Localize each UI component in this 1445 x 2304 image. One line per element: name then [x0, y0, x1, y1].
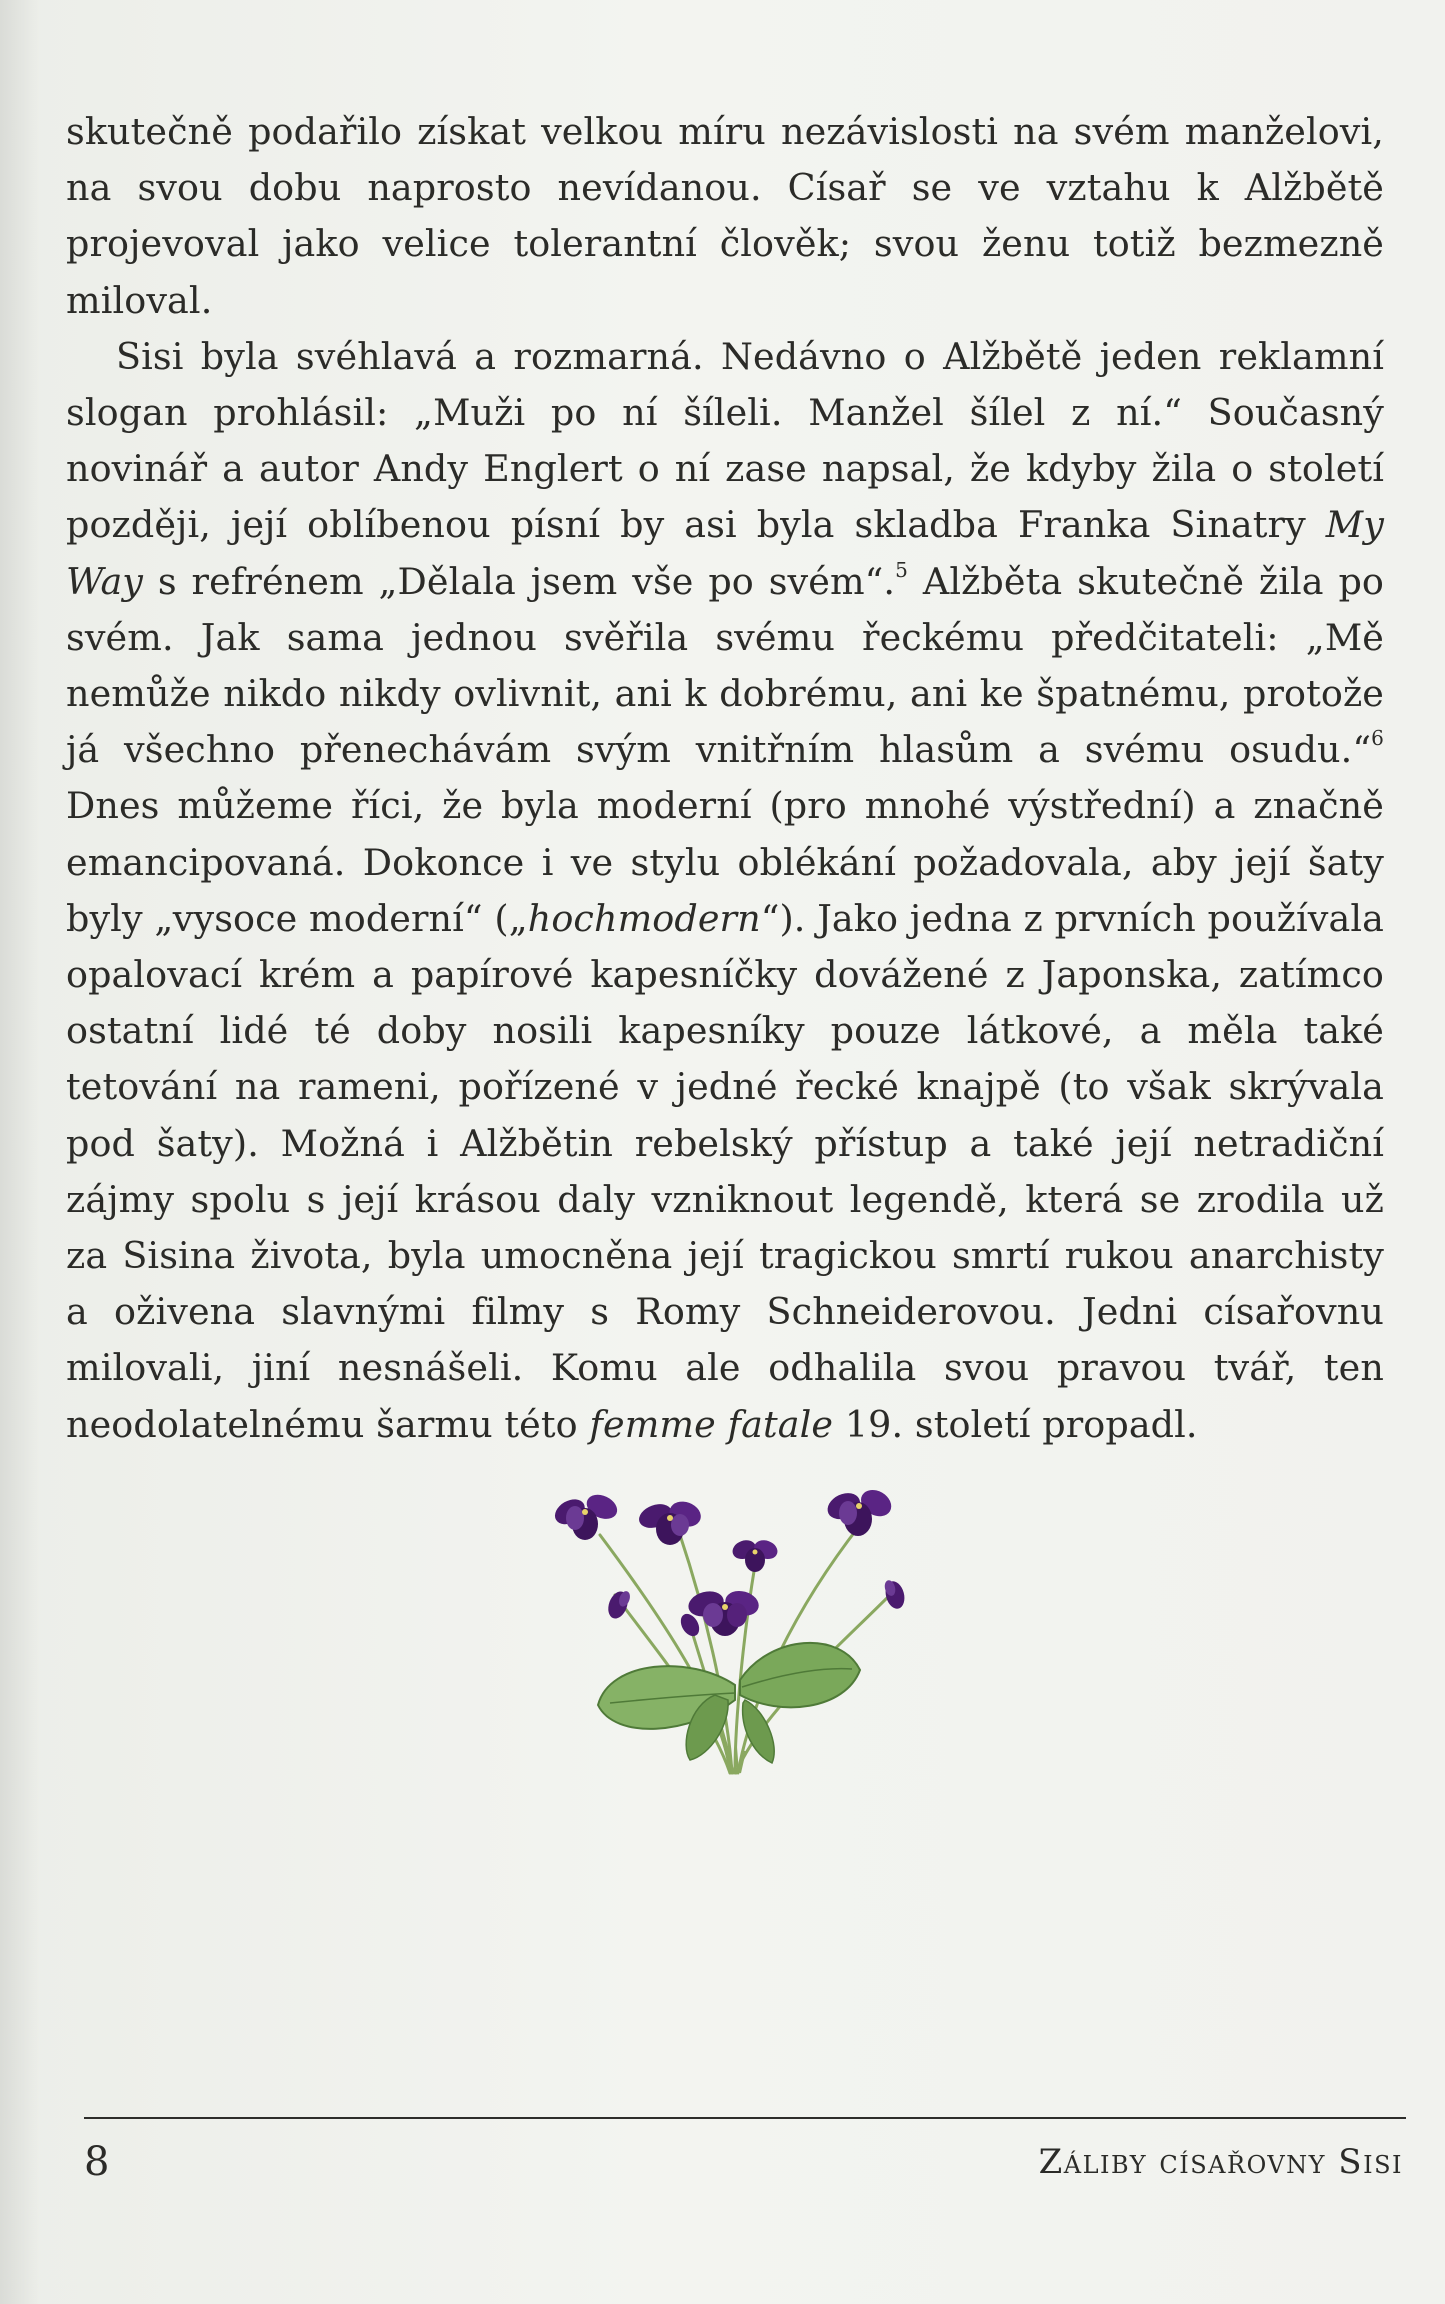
violet-flower: [823, 1485, 896, 1536]
paragraph-2: [66, 329, 1384, 1453]
page-number: 8: [84, 2139, 110, 2185]
running-head: Záliby císařovny Sisi: [1038, 2142, 1403, 2182]
violet-flower: [551, 1490, 622, 1540]
footnote-ref-6: 6: [1371, 726, 1384, 751]
paragraph-1: skutečně podařilo získat velkou míru nezávislosti na svém manželovi, na svou dobu naprosto nevídanou. Císař se ve vztahu k Alžbětě projevoval jako velice tolerantní člověk; svou ženu totiž bezmezně miloval.: [66, 110, 1384, 322]
song-title: My Way: [66, 503, 1384, 603]
german-term: hochmodern: [527, 896, 761, 940]
violet-bud: [605, 1589, 632, 1621]
paragraph-2-text-d: Dnes můžeme říci, že byla moderní (pro mnohé výstřední) a značně emancipovaná. Dokonce i ve stylu oblékání požadovala, aby její šaty byly „vysoce moderní“ („: [66, 784, 1384, 940]
violet-flower: [636, 1497, 705, 1545]
footnote-ref-5: 5: [895, 557, 909, 582]
page-gutter-shadow: [0, 0, 40, 2304]
body-text: [66, 104, 1384, 1453]
paragraph-2-text-e: “). Jako jedna z prvních používala opalovací krém a papírové kapesníčky dovážené z Japonska, zatímco ostatní lidé té doby nosili kapesníky pouze látkové, a měla také tetování na rameni, pořízené v jedné řecké knajpě (to však skrývala pod šaty). Možná i Alžbětin rebelský přístup a také její netradiční zájmy spolu s její krásou daly vzniknout legendě, která se zrodila už za Sisina života, byla umocněna její tragickou smrtí rukou anarchisty a oživena slavnými filmy s Romy Schneiderovou. Jedni císařovnu milovali, jiní nesnášeli. Komu ale odhalila svou pravou tvář, ten neodolatelnému šarmu této: [66, 896, 1384, 1446]
femme-fatale-phrase: femme fatale: [589, 1402, 834, 1446]
paragraph-2-text-c: Alžběta skutečně žila po svém. Jak sama jednou svěřila svému řeckému předčitateli: „Mě nemůže nikdo nikdy ovlivnit, ani k dobrému, ani ke špatnému, protože já všechno přenechávám svým vnitřním hlasům a svému osudu.“: [66, 559, 1385, 772]
violet-flower: [730, 1537, 780, 1572]
paragraph-2-text-a: Sisi byla svéhlavá a rozmarná. Nedávno o Alžbětě jeden reklamní slogan prohlásil: „Muži po ní šíleli. Manžel šílel z ní.“ Současný novinář a autor Andy Englert o ní zase napsal, že kdyby žila o století později, její oblíbenou písní by asi byla skladba Franka Sinatry: [66, 334, 1384, 547]
violet-bud: [883, 1579, 908, 1611]
violet-flowers-illustration: [540, 1455, 940, 1795]
paragraph-2-text-f: 19. století propadl.: [833, 1402, 1198, 1446]
footer-rule: [84, 2117, 1406, 2119]
paragraph-2-text-b: s refrénem „Dělala jsem vše po svém“.: [143, 559, 896, 603]
